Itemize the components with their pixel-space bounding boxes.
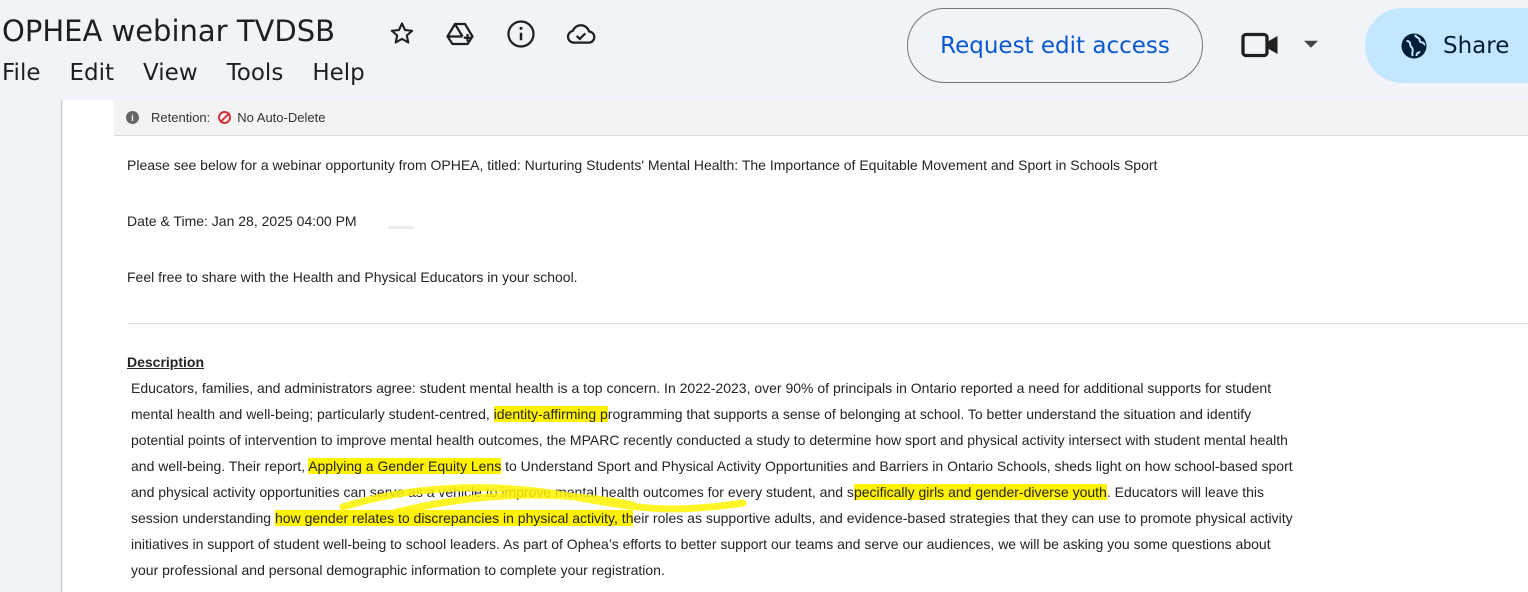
description-line: initiatives in support of student well-being to school leaders. As part of Ophea’s efforts to better support our teams and serve our audiences, we will be asking you some questions about bbox=[131, 536, 1271, 552]
highlight: how gender relates to discrepancies in physical activity, th bbox=[275, 510, 634, 526]
document-title[interactable]: OPHEA webinar TVDSB bbox=[2, 14, 336, 48]
docs-header bbox=[0, 0, 1528, 100]
description-line: session understanding how gender relates to discrepancies in physical activity, their roles as supportive adults, and evidence-based strategies that they can use to promote physical activity bbox=[131, 510, 1293, 526]
meet-button[interactable] bbox=[1240, 22, 1330, 68]
no-auto-delete-icon bbox=[218, 111, 231, 124]
highlight: Applying a Gender Equity Lens bbox=[308, 458, 502, 474]
share-button[interactable] bbox=[1365, 8, 1528, 83]
share-label: Share bbox=[1443, 32, 1510, 59]
highlight: identity-affirming p bbox=[493, 406, 608, 422]
menu-help[interactable]: Help bbox=[312, 60, 365, 86]
retention-value: No Auto-Delete bbox=[237, 110, 326, 125]
video-camera-icon bbox=[1240, 28, 1282, 62]
datetime-text: Date & Time: Jan 28, 2025 04:00 PM bbox=[127, 213, 357, 229]
chevron-down-icon bbox=[1304, 40, 1318, 50]
description-heading: Description bbox=[127, 354, 205, 370]
description-line: mental health and well-being; particularly student-centred, identity-affirming programming that supports a sense of belonging at school. To better understand the situation and identify bbox=[131, 406, 1252, 422]
description-line: your professional and personal demographic information to complete your registration. bbox=[131, 562, 665, 578]
menu-file[interactable]: File bbox=[2, 60, 41, 86]
cloud-saved-icon[interactable] bbox=[565, 18, 597, 50]
move-to-drive-icon[interactable] bbox=[444, 18, 476, 50]
intro-text: Please see below for a webinar opportunity from OPHEA, titled: Nurturing Students' Mental Health: The Importance of Equitable Movement and Sport in Schools Sport bbox=[127, 157, 1158, 173]
date-underline bbox=[388, 226, 414, 229]
star-icon[interactable] bbox=[386, 18, 418, 50]
menu-bar bbox=[2, 60, 394, 86]
request-edit-access-button[interactable]: Request edit access bbox=[907, 8, 1203, 83]
globe-icon bbox=[1399, 31, 1429, 61]
share-note-text: Feel free to share with the Health and Physical Educators in your school. bbox=[127, 269, 578, 285]
info-icon[interactable] bbox=[505, 18, 537, 50]
description-line: and well-being. Their report, Applying a Gender Equity Lens to Understand Sport and Physical Activity Opportunities and Barriers in Ontario Schools, sheds light on how school-based sport bbox=[131, 458, 1293, 474]
retention-label: Retention: bbox=[151, 110, 211, 125]
divider bbox=[127, 323, 1528, 324]
menu-edit[interactable]: Edit bbox=[69, 60, 115, 86]
menu-tools[interactable]: Tools bbox=[226, 60, 284, 86]
retention-bar bbox=[114, 100, 1528, 136]
highlight: pecifically girls and gender-diverse youth bbox=[853, 484, 1107, 500]
description-line: and physical activity opportunities can serve as a vehicle to improve mental health outcomes for every student, and specifically girls and gender-diverse youth. Educators will leave this bbox=[131, 484, 1265, 500]
description-line: Educators, families, and administrators agree: student mental health is a top concern. In 2022-2023, over 90% of principals in Ontario reported a need for additional supports for student bbox=[131, 380, 1272, 396]
info-circle-icon: i bbox=[126, 111, 139, 124]
document-page bbox=[63, 100, 1528, 592]
description-line: potential points of intervention to improve mental health outcomes, the MPARC recently conducted a study to determine how sport and physical activity intersect with student mental health bbox=[131, 432, 1288, 448]
menu-view[interactable]: View bbox=[143, 60, 198, 86]
left-margin bbox=[0, 100, 62, 592]
